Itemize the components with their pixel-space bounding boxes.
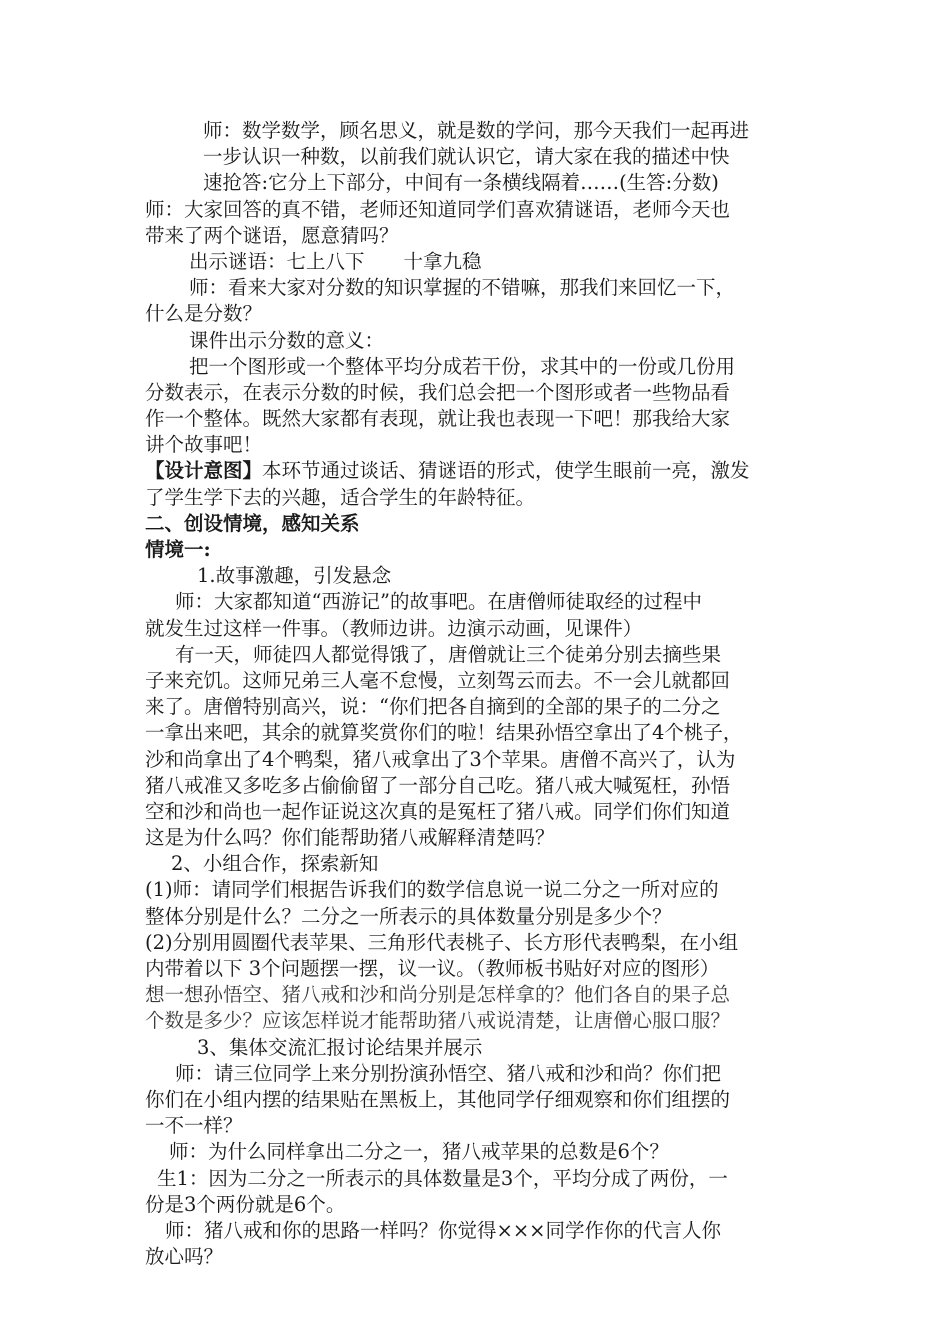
text-line: 课件出示分数的意义： <box>189 328 385 352</box>
text-line: 把一个图形或一个整体平均分成若干份，求其中的一份或几份用 <box>189 354 736 378</box>
subsection-heading: 情境一: <box>145 538 211 561</box>
step-heading: 1.故事激趣，引发悬念 <box>197 564 392 588</box>
text-line: 师：猪八戒和你的思路一样吗？你觉得×××同学作你的代言人你 <box>165 1218 722 1242</box>
text-line: 整体分别是什么？二分之一所表示的具体数量分别是多少个？ <box>145 904 672 928</box>
text-line: 一步认识一种数，以前我们就认识它，请大家在我的描述中快 <box>203 145 730 169</box>
text-line: 有一天，师徒四人都觉得饿了，唐僧就让三个徒弟分别去摘些果 <box>175 642 722 666</box>
text-line: 带来了两个谜语，愿意猜吗？ <box>145 223 399 247</box>
text-line: 来了。唐僧特别高兴，说：“你们把各自摘到的全部的果子的二分之 <box>145 695 721 719</box>
text-line: 师：请三位同学上来分别扮演孙悟空、猪八戒和沙和尚？你们把 <box>175 1061 722 1085</box>
text-line: 分数表示，在表示分数的时候，我们总会把一个图形或者一些物品看 <box>145 380 731 404</box>
text-line: 想一想孙悟空、猪八戒和沙和尚分别是怎样拿的？他们各自的果子总 <box>145 983 731 1007</box>
text-line: 什么是分数？ <box>145 302 263 326</box>
step-heading: 3、集体交流汇报讨论结果并展示 <box>197 1035 483 1059</box>
text-line: 速抢答:它分上下部分，中间有一条横线隔着……(生答:分数) <box>203 171 719 195</box>
text-line: 就发生过这样一件事。（教师边讲。边演示动画，见课件） <box>145 616 643 640</box>
text-line: 一不一样？ <box>145 1114 243 1138</box>
section-heading: 二、创设情境，感知关系 <box>145 511 360 535</box>
text-line: 出示谜语：七上八下 十拿九稳 <box>189 249 482 273</box>
text-line: 讲个故事吧！ <box>145 433 263 457</box>
text-line: 空和沙和尚也一起作证说这次真的是冤枉了猪八戒。同学们你们知道 <box>145 799 731 823</box>
text-line: 师：看来大家对分数的知识掌握的不错嘛，那我们来回忆一下， <box>189 276 736 300</box>
text-line: 个数是多少？应该怎样说才能帮助猪八戒说清楚，让唐僧心服口服？ <box>145 1009 731 1033</box>
text-line: 子来充饥。这师兄弟三人毫不怠慢，立刻驾云而去。不一会儿就都回 <box>145 668 731 692</box>
design-intent-text: 本环节通过谈话、猜谜语的形式，使学生眼前一亮，激发 <box>262 459 750 483</box>
text-line: 师：大家回答的真不错，老师还知道同学们喜欢猜谜语，老师今天也 <box>145 197 731 221</box>
document-page <box>145 118 815 1270</box>
text-line: 这是为什么吗？你们能帮助猪八戒解释清楚吗？ <box>145 826 555 850</box>
design-intent-label: 【设计意图】 <box>145 459 263 483</box>
text-line: 师：大家都知道“西游记”的故事吧。在唐僧师徒取经的过程中 <box>175 590 702 614</box>
step-heading: 2、小组合作，探索新知 <box>171 852 379 876</box>
text-line: 一拿出来吧，其余的就算奖赏你们的啦！结果孙悟空拿出了4个桃子， <box>145 721 743 745</box>
design-intent-line <box>145 458 815 484</box>
text-line: 你们在小组内摆的结果贴在黑板上，其他同学仔细观察和你们组摆的 <box>145 1087 731 1111</box>
text-line: 作一个整体。既然大家都有表现，就让我也表现一下吧！那我给大家 <box>145 407 731 431</box>
text-line: 生1：因为二分之一所表示的具体数量是3个，平均分成了两份，一 <box>157 1166 728 1190</box>
text-line: 放心吗？ <box>145 1245 224 1269</box>
text-line: 份是3个两份就是6个。 <box>145 1192 346 1216</box>
text-line: 师：数学数学，顾名思义，就是数的学问，那今天我们一起再进 <box>203 119 750 142</box>
text-line: 内带着以下 3个问题摆一摆，议一议。（教师板书贴好对应的图形） <box>145 957 720 980</box>
text-line: (1)师：请同学们根据告诉我们的数学信息说一说二分之一所对应的 <box>145 878 719 902</box>
text-line: 猪八戒准又多吃多占偷偷留了一部分自己吃。猪八戒大喊冤枉，孙悟 <box>145 773 731 797</box>
text-line: 师：为什么同样拿出二分之一，猪八戒苹果的总数是6个？ <box>169 1140 669 1164</box>
text-line: 沙和尚拿出了4个鸭梨，猪八戒拿出了3个苹果。唐僧不高兴了，认为 <box>145 747 736 771</box>
text-line: 了学生学下去的兴趣，适合学生的年龄特征。 <box>145 485 536 509</box>
text-line: (2)分别用圆圈代表苹果、三角形代表桃子、长方形代表鸭梨，在小组 <box>145 930 739 954</box>
